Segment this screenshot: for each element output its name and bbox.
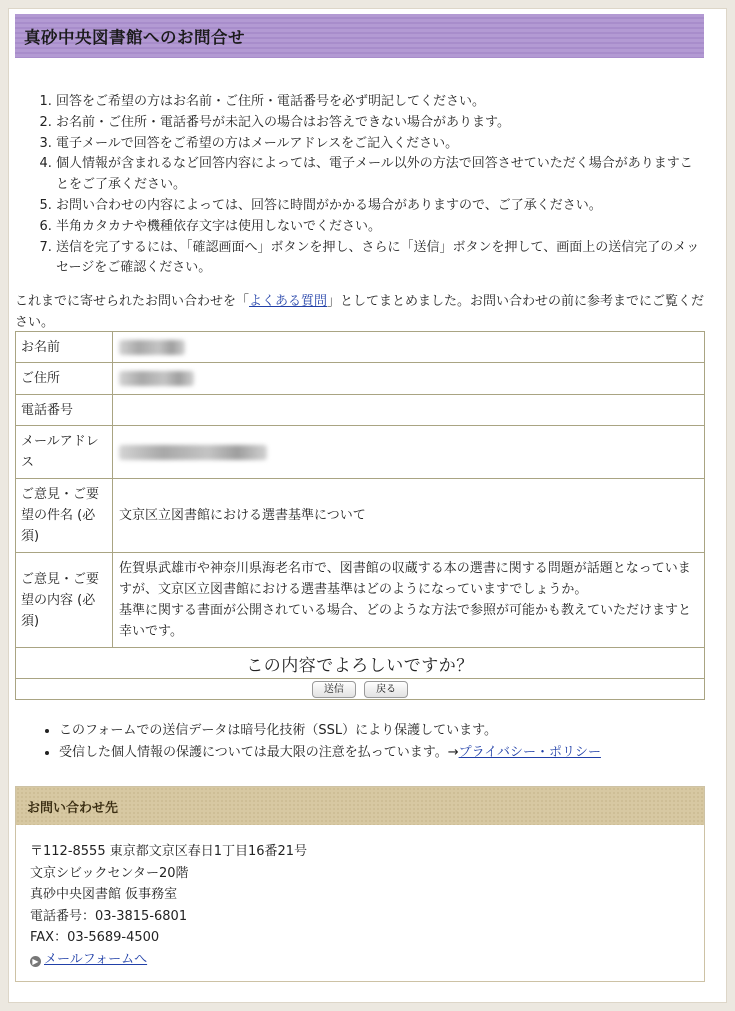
redacted-email	[119, 445, 267, 460]
contact-building: 文京シビックセンター20階	[30, 865, 189, 881]
page-title: 真砂中央図書館へのお問合せ	[24, 28, 245, 47]
content-paragraph-2: 基準に関する書面が公開されている場合、どのような方法で参照が可能かも教えていただけますと幸いです。	[119, 603, 692, 639]
content-label: ご意見・ご要望の内容 (必須)	[16, 553, 113, 648]
arrow-right-icon: ▶	[30, 956, 41, 967]
phone-label: 電話番号	[16, 395, 113, 426]
subject-value: 文京区立図書館における選書基準について	[113, 479, 705, 553]
page-header	[15, 14, 704, 58]
address-value	[113, 363, 705, 395]
phone-value	[113, 395, 705, 426]
instructions-list	[15, 92, 705, 279]
contact-box	[15, 786, 705, 982]
name-value	[113, 332, 705, 363]
table-row	[16, 553, 705, 648]
table-row	[16, 426, 705, 479]
faq-link[interactable]: よくある質問	[249, 294, 328, 309]
privacy-note	[59, 742, 705, 764]
table-row	[16, 363, 705, 395]
list-item: 1. 回答をご希望の方はお名前・ご住所・電話番号を必ず明記してください。	[56, 92, 705, 113]
faq-intro	[15, 292, 705, 333]
privacy-policy-link[interactable]: プライバシー・ポリシー	[458, 744, 601, 760]
table-row	[16, 395, 705, 426]
redacted-name	[119, 340, 185, 355]
table-row	[16, 332, 705, 363]
faq-intro-before: これまでに寄せられたお問い合わせを「	[15, 294, 250, 309]
table-row	[16, 679, 705, 700]
mail-form-row	[30, 949, 690, 971]
list-item: 6. 半角カタカナや機種依存文字は使用しないでください。	[56, 217, 705, 238]
name-label: お名前	[16, 332, 113, 363]
contact-phone: 電話番号：03-3815-6801	[30, 908, 188, 924]
list-item: 7. 送信を完了するには、「確認画面へ」ボタンを押し、さらに「送信」ボタンを押して、画面上の送信完了のメッセージをご確認ください。	[56, 238, 705, 280]
content-value	[113, 553, 705, 648]
contact-office: 真砂中央図書館 仮事務室	[30, 887, 178, 902]
privacy-note-text: 受信した個人情報の保護については最大限の注意を払っています。→	[59, 744, 459, 760]
faq-intro-after: 」としてまとめました。お問い合わせの前に参考までにご覧ください。	[15, 294, 705, 330]
send-button[interactable]: 送信	[312, 681, 356, 698]
list-item: 4. 個人情報が含まれるなど回答内容によっては、電子メール以外の方法で回答させていただく場合がありますことをご了承ください。	[56, 154, 705, 196]
table-row	[16, 479, 705, 553]
ssl-note: • このフォームでの送信データは暗号化技術（SSL）により保護しています。	[59, 720, 705, 742]
list-item: 2. お名前・ご住所・電話番号が未記入の場合はお答えできない場合があります。	[56, 113, 705, 134]
mail-form-link[interactable]: メールフォームへ	[44, 951, 148, 967]
confirm-question: この内容でよろしいですか？	[16, 648, 705, 679]
email-value	[113, 426, 705, 479]
redacted-address	[119, 371, 194, 386]
back-button[interactable]: 戻る	[364, 681, 408, 698]
contact-heading: お問い合わせ先	[16, 787, 704, 825]
contact-address: 〒112-8555 東京都文京区春日1丁目16番21号	[30, 844, 308, 859]
button-row	[16, 679, 705, 700]
table-row	[16, 648, 705, 679]
address-label: ご住所	[16, 363, 113, 395]
list-item: 5. お問い合わせの内容によっては、回答に時間がかかる場合がありますので、ご了承ください。	[56, 196, 705, 217]
content-paragraph-1: 佐賀県武雄市や神奈川県海老名市で、図書館の収蔵する本の選書に関する問題が話題となっていますが、文京区立図書館における選書基準はどのようになっていますでしょうか。	[119, 561, 691, 597]
email-label: メールアドレス	[16, 426, 113, 479]
security-notes	[15, 720, 705, 763]
contact-body	[16, 825, 704, 970]
confirm-table	[15, 331, 705, 700]
subject-label: ご意見・ご要望の件名 (必須)	[16, 479, 113, 553]
contact-fax: FAX：03-5689-4500	[30, 930, 160, 945]
list-item: 3. 電子メールで回答をご希望の方はメールアドレスをご記入ください。	[56, 134, 705, 155]
